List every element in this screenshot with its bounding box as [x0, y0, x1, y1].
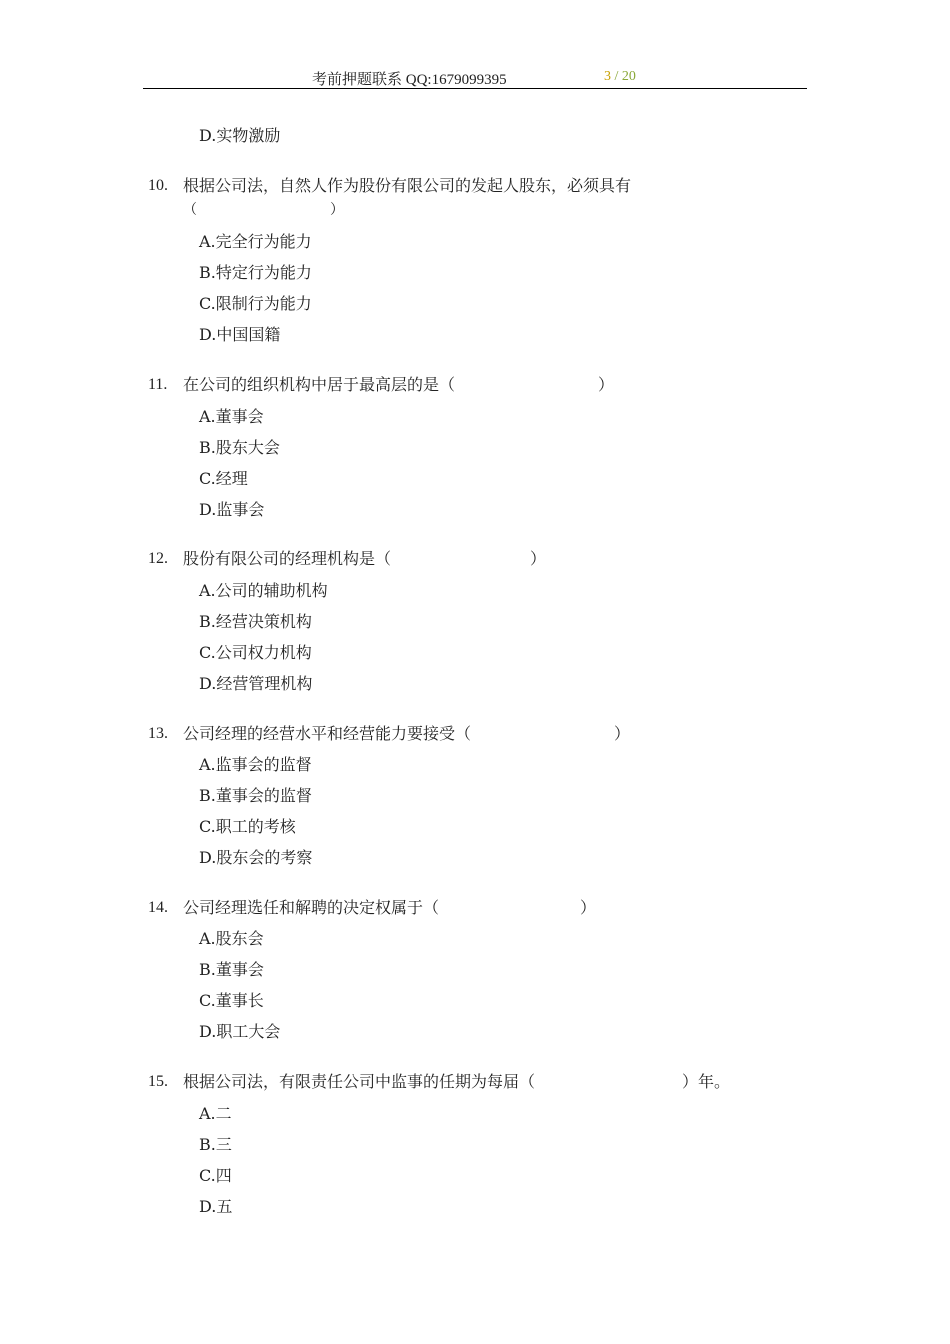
option-c: C.公司权力机构 [199, 643, 312, 662]
answer-blank-close: ） [614, 724, 631, 743]
option-a: A.董事会 [199, 407, 264, 426]
option-c: C.四 [199, 1166, 232, 1185]
header-contact-text: 考前押题联系 QQ:1679099395 [312, 72, 507, 88]
option-b: B.三 [199, 1135, 232, 1154]
option-d: D.五 [199, 1197, 233, 1216]
option-a: A.监事会的监督 [199, 755, 312, 774]
option-c: C.限制行为能力 [199, 294, 312, 313]
option-a: A.完全行为能力 [199, 232, 312, 251]
question-text: 根据公司法，有限责任公司中监事的任期为每届（ [183, 1072, 536, 1091]
answer-blank-close: ）年。 [682, 1072, 731, 1091]
answer-blank-close: ） [580, 898, 597, 917]
question-number: 10. [148, 177, 168, 194]
option-a: A.股东会 [199, 929, 264, 948]
option-d: D.中国国籍 [199, 325, 281, 344]
option-d: D.职工大会 [199, 1022, 281, 1041]
question-number: 15. [148, 1073, 168, 1090]
answer-blank-close: ） [598, 375, 615, 394]
option-a: A.二 [199, 1104, 232, 1123]
question-text: 在公司的组织机构中居于最高层的是（ [183, 375, 456, 394]
option-c: C.经理 [199, 469, 248, 488]
question-number: 11. [148, 376, 168, 393]
option-b: B.董事会的监督 [199, 786, 312, 805]
page-total: 20 [621, 69, 636, 84]
option-b: B.股东大会 [199, 438, 280, 457]
q9-option-d: D.实物激励 [199, 126, 281, 145]
option-b: B.经营决策机构 [199, 612, 312, 631]
option-d: D.经营管理机构 [199, 674, 313, 693]
page-current: 3 [604, 69, 611, 84]
option-a: A.公司的辅助机构 [199, 581, 328, 600]
question-text: 公司经理选任和解聘的决定权属于（ [183, 898, 440, 917]
option-c: C.董事长 [199, 991, 264, 1010]
option-b: B.董事会 [199, 960, 264, 979]
option-b: B.特定行为能力 [199, 263, 312, 282]
answer-blank-close: ） [530, 549, 547, 568]
question-text: 股份有限公司的经理机构是（ [183, 549, 392, 568]
answer-blank-close: ） [330, 202, 344, 218]
option-d: D.监事会 [199, 500, 265, 519]
question-text: 公司经理的经营水平和经营能力要接受（ [183, 724, 472, 743]
answer-blank-open: （ [183, 202, 197, 218]
page-header [143, 66, 807, 89]
question-number: 14. [148, 899, 168, 916]
question-number: 13. [148, 725, 168, 742]
question-text: 根据公司法，自然人作为股份有限公司的发起人股东，必须具有 [183, 176, 632, 195]
option-d: D.股东会的考察 [199, 848, 313, 867]
page-number [604, 69, 636, 85]
page-separator: / [611, 69, 622, 84]
question-number: 12. [148, 550, 168, 567]
option-c: C.职工的考核 [199, 817, 296, 836]
